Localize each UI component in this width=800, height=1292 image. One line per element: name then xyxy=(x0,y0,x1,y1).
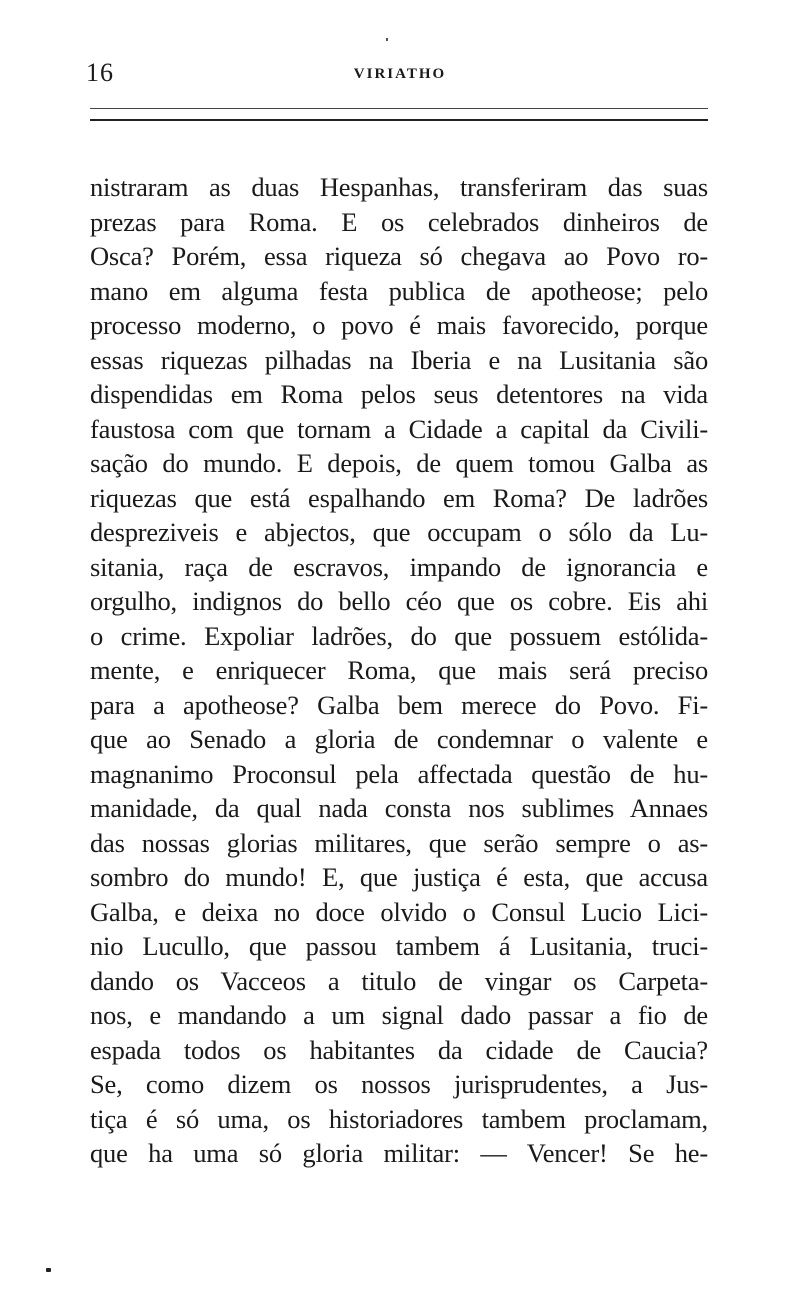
page-number: 16 xyxy=(86,58,114,87)
text-line: prezas para Roma. E os celebrados dinheiros de xyxy=(90,206,708,237)
text-line: processo moderno, o povo é mais favorecido, porque xyxy=(90,310,708,340)
text-line: sombro do mundo! E, que justiça é esta, que accusa xyxy=(90,862,708,892)
text-line: sação do mundo. E depois, de quem tomou Galba as xyxy=(90,448,708,478)
text-line: faustosa com que tornam a Cidade a capital da Civili- xyxy=(90,413,708,444)
running-title: VIRIATHO xyxy=(353,66,447,82)
text-line: dispendidas em Roma pelos seus detentores na vida xyxy=(90,379,708,409)
text-line: sitania, raça de escravos, impando de ignorancia e xyxy=(90,551,708,582)
text-line: que ao Senado a gloria de condemnar o valente e xyxy=(90,724,708,754)
text-line: dando os Vacceos a titulo de vingar os Carpeta- xyxy=(90,965,708,996)
body-text xyxy=(90,170,708,1171)
text-line: manidade, da qual nada consta nos sublimes Annaes xyxy=(90,793,708,823)
text-line: que ha uma só gloria militar: — Vencer! Se he- xyxy=(90,1138,708,1168)
text-line: essas riquezas pilhadas na Iberia e na Lusitania são xyxy=(90,344,708,375)
text-line: mente, e enriquecer Roma, que mais será preciso xyxy=(90,655,708,685)
text-line: nio Lucullo, que passou tambem á Lusitania, truci- xyxy=(90,931,708,961)
text-line: tiça é só uma, os historiadores tambem proclamam, xyxy=(90,1103,708,1134)
text-line: riquezas que está espalhando em Roma? De ladrões xyxy=(90,482,708,513)
print-speck xyxy=(386,38,388,41)
text-line: o crime. Expoliar ladrões, do que possuem estólida- xyxy=(90,620,708,651)
text-line: Osca? Porém, essa riqueza só chegava ao Povo ro- xyxy=(90,241,708,271)
text-line: das nossas glorias militares, que serão sempre o as- xyxy=(90,827,708,858)
text-line: nos, e mandando a um signal dado passar a fio de xyxy=(90,1000,708,1030)
text-line: nistraram as duas Hespanhas, transferiram das suas xyxy=(90,172,708,202)
header-rule-thin xyxy=(90,108,708,109)
text-line: magnanimo Proconsul pela affectada questão de hu- xyxy=(90,758,708,789)
text-line: orgulho, indignos do bello céo que os cobre. Eis ahi xyxy=(90,586,708,616)
text-line: para a apotheose? Galba bem merece do Povo. Fi- xyxy=(90,689,708,720)
header-rule-thick xyxy=(90,119,708,121)
text-line: mano em alguma festa publica de apotheose; pelo xyxy=(90,275,708,306)
text-line: espada todos os habitantes da cidade de Caucia? xyxy=(90,1034,708,1065)
text-line: Se, como dizem os nossos jurisprudentes, a Jus- xyxy=(90,1069,708,1099)
text-line: despreziveis e abjectos, que occupam o sólo da Lu- xyxy=(90,517,708,547)
text-line: Galba, e deixa no doce olvido o Consul Lucio Lici- xyxy=(90,896,708,927)
print-speck xyxy=(46,1268,51,1272)
